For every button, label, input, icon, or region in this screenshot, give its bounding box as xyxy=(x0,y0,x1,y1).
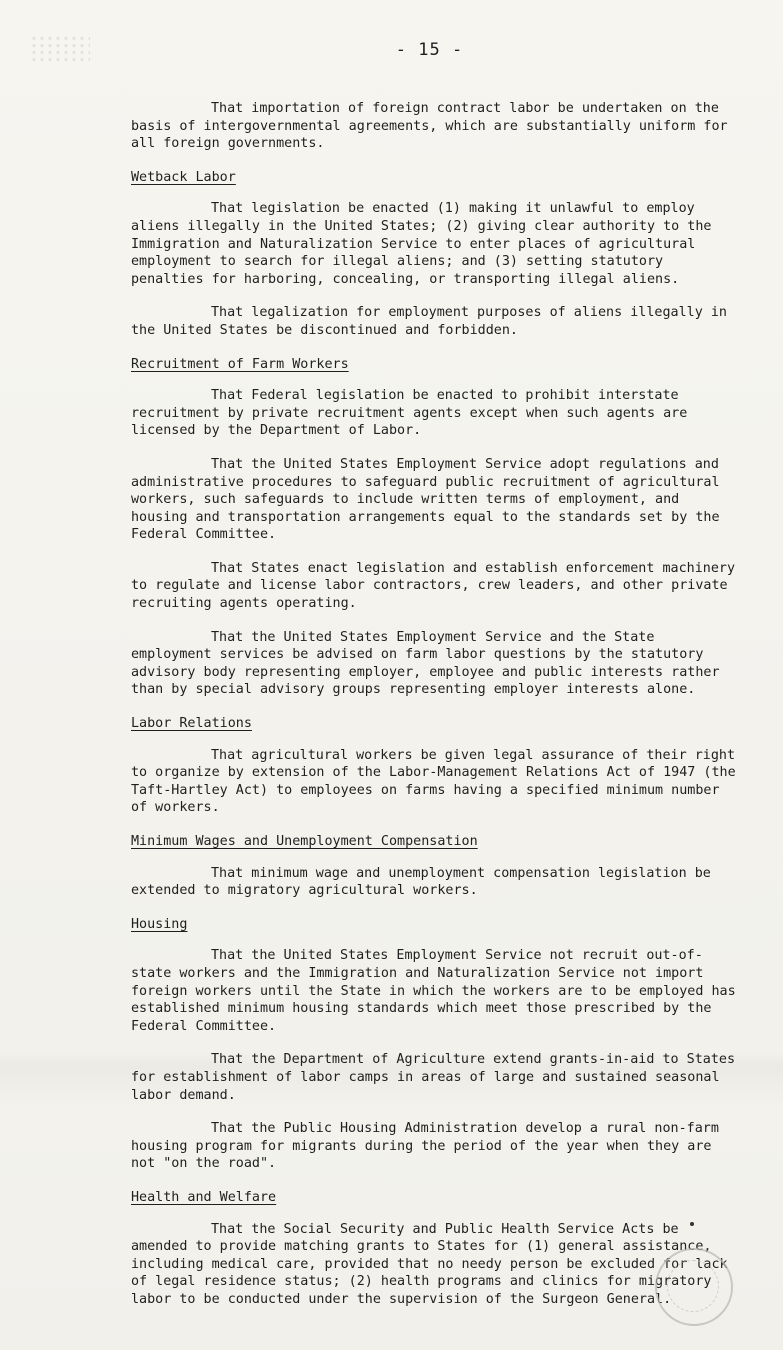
paragraph: That the Department of Agriculture extend grants-in-aid to States for establishment of labor camps in areas of large and sustained seasonal labor demand. xyxy=(131,1052,736,1103)
paragraph: That Federal legislation be enacted to prohibit interstate recruitment by private recruitment agents except when such agents are licensed by the Department of Labor. xyxy=(131,388,688,439)
paragraph: That agricultural workers be given legal assurance of their right to organize by extension of the Labor-Management Relations Act of 1947 (the Taft-Hartley Act) to employees on farms having a specified minimum number of workers. xyxy=(131,747,736,816)
archive-stamp-icon xyxy=(655,1248,733,1326)
paragraph: That the Social Security and Public Health Service Acts be amended to provide matching grants to States for (1) general assistance, including medical care, provided that no needy person be excluded for lack of legal residence status; (2) health programs and clinics for migratory labor to be conducted under the supervision of the Surgeon General. xyxy=(131,1221,728,1307)
paragraph: That legalization for employment purposes of aliens illegally in the United States be discontinued and forbidden. xyxy=(131,305,727,338)
paragraph: That minimum wage and unemployment compensation legislation be extended to migratory agricultural workers. xyxy=(131,865,711,899)
paragraph: That the United States Employment Service and the State employment services be advised on farm labor questions by the statutory advisory body representing employer, employee and public interests rather than by special advisory groups representing employer interests alone. xyxy=(131,629,720,698)
paragraph: That the Public Housing Administration develop a rural non-farm housing program for migrants during the period of the year when they are not "on the road". xyxy=(131,1121,719,1172)
section-heading-health-welfare: Health and Welfare xyxy=(131,1189,277,1205)
page-number: - 15 - xyxy=(395,40,464,60)
paragraph: That legislation be enacted (1) making it unlawful to employ aliens illegally in the United States; (2) giving clear authority to the Immigration and Naturalization Service to enter places of agricultural employment to search for illegal aliens; and (3) setting statutory penalties for harboring, concealing, or transporting illegal aliens. xyxy=(131,201,712,287)
ink-dot xyxy=(690,1222,694,1226)
section-heading-labor-relations: Labor Relations xyxy=(131,716,252,732)
paragraph: That States enact legislation and establish enforcement machinery to regulate and license labor contractors, crew leaders, and other private recruiting agents operating. xyxy=(131,560,736,612)
paragraph: That importation of foreign contract labor be undertaken on the basis of intergovernmental agreements, which are substantially uniform for all foreign governments. xyxy=(131,101,728,152)
document-body xyxy=(131,100,741,1324)
section-heading-housing: Housing xyxy=(131,916,188,932)
section-heading-wetback-labor: Wetback Labor xyxy=(131,169,236,185)
section-heading-minimum-wages: Minimum Wages and Unemployment Compensation xyxy=(131,834,478,849)
section-heading-recruitment: Recruitment of Farm Workers xyxy=(131,356,349,372)
paragraph: That the United States Employment Service adopt regulations and administrative procedures to safeguard public recruitment of agricultural workers, such safeguards to include written terms of employment, and housing and transportation arrangements equal to the standards set by the Federal Committee. xyxy=(131,456,720,543)
paragraph: That the United States Employment Service not recruit out-of-state workers and the Immigration and Naturalization Service not import foreign workers until the State in which the workers are to be employed has established minimum housing standards which meet those prescribed by the Federal Committee. xyxy=(131,948,736,1034)
